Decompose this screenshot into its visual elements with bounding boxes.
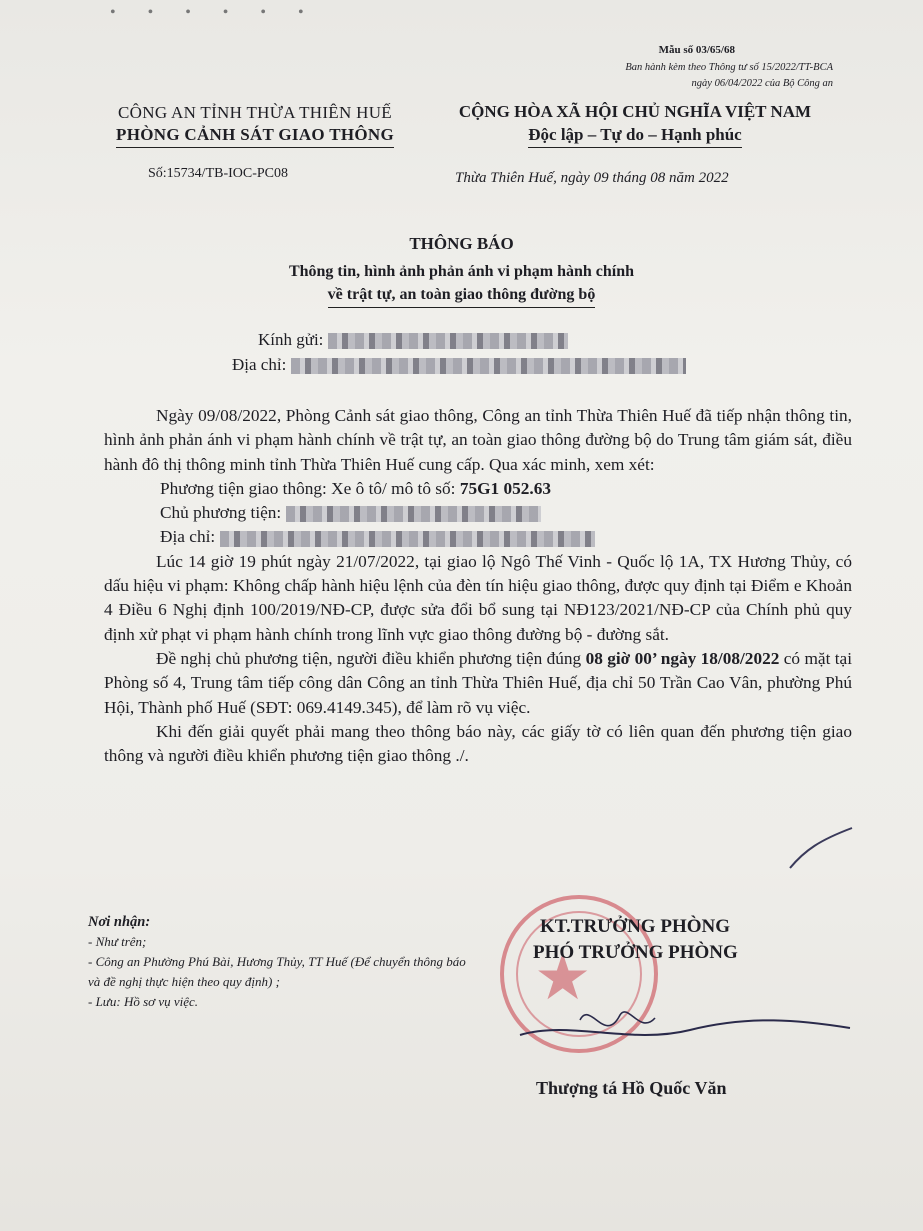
- recipient-to-label: Kính gửi:: [258, 330, 324, 349]
- recipient-item: - Công an Phường Phú Bài, Hương Thủy, TT Huế (Để chuyển thông báo và đề nghị thực hiện theo quy định) ;: [88, 954, 466, 989]
- recipient-item: - Như trên;: [88, 934, 147, 949]
- recipients-list: [88, 912, 468, 1012]
- signature-title-2: PHÓ TRƯỞNG PHÒNG: [533, 942, 738, 963]
- summons-time: 08 giờ 00’ ngày 18/08/2022: [585, 648, 780, 668]
- recipients-heading: Nơi nhận:: [88, 914, 151, 930]
- recipient-address: [232, 355, 686, 375]
- subtitle-line-1: Thông tin, hình ảnh phản ánh vi phạm hành chính: [288, 263, 635, 280]
- vehicle-label: Phương tiện giao thông: Xe ô tô/ mô tô số:: [160, 478, 456, 498]
- owner-label: Chủ phương tiện:: [160, 503, 282, 523]
- handwritten-signature: [510, 990, 860, 1060]
- nation-line-2: Độc lập – Tự do – Hạnh phúc: [528, 123, 741, 148]
- document-number: Số:15734/TB-IOC-PC08: [148, 166, 289, 181]
- check-mark-annotation: [780, 820, 860, 890]
- body-section: [104, 404, 852, 768]
- issued-with-note: Ban hành kèm theo Thông tư số 15/2022/TT-BCA: [625, 62, 833, 73]
- paragraph-violation: Lúc 14 giờ 19 phút ngày 21/07/2022, tại giao lộ Ngô Thế Vinh - Quốc lộ 1A, TX Hương Thủy, có dấu hiệu vi phạm: Không chấp hành hiệu lệnh của đèn tín hiệu giao thông, được quy định tại Điểm e Khoản 4 Điều 6 Nghị định 100/2019/NĐ-CP, được sửa đổi bổ sung tại NĐ123/2021/NĐ-CP của Chính phủ quy định xử phạt vi phạm hành chính trong lĩnh vực giao thông đường bộ - đường sắt.: [104, 551, 852, 644]
- paragraph-intro: Ngày 09/08/2022, Phòng Cảnh sát giao thông, Công an tỉnh Thừa Thiên Huế đã tiếp nhận thông tin, hình ảnh phản ánh vi phạm hành chính về trật tự, an toàn giao thông đường bộ do Trung tâm giám sát, điều hành đô thị thông minh tỉnh Thừa Thiên Huế cung cấp. Qua xác minh, xem xét:: [104, 406, 852, 474]
- star-icon: ★: [534, 942, 592, 1013]
- paragraph-summons: Đề nghị chủ phương tiện, người điều khiển phương tiện đúng 08 giờ 00’ ngày 18/08/2022 có mặt tại Phòng số 4, Trung tâm tiếp công dân Công an tỉnh Thừa Thiên Huế, địa chỉ 50 Trần Cao Vân, phường Phú Hội, Thành phố Huế (SĐT: 069.4149.345), để làm rõ vụ việc.: [104, 648, 853, 717]
- redacted-owner-name: [286, 506, 541, 522]
- redacted-recipient-name: [328, 333, 568, 349]
- document-subtitle: [0, 260, 923, 308]
- national-motto-block: [420, 100, 850, 148]
- vehicle-line: [104, 477, 852, 501]
- owner-address-line: [104, 525, 852, 549]
- nation-line-1: CỘNG HÒA XÃ HỘI CHỦ NGHĨA VIỆT NAM: [458, 102, 812, 121]
- agency-line-1: CÔNG AN TỈNH THỪA THIÊN HUẾ: [118, 103, 392, 122]
- redacted-recipient-address: [291, 358, 686, 374]
- signature-title-1: KT.TRƯỞNG PHÒNG: [540, 916, 730, 937]
- document-date: Thừa Thiên Huế, ngày 09 tháng 08 năm 2022: [455, 170, 729, 186]
- paragraph-documents: Khi đến giải quyết phải mang theo thông báo này, các giấy tờ có liên quan đến phương tiện giao thông và người điều khiển phương tiện giao thông ./.: [104, 721, 852, 766]
- vehicle-plate: 75G1 052.63: [459, 478, 552, 498]
- redacted-owner-address: [220, 531, 595, 547]
- signatory-name: Thượng tá Hồ Quốc Văn: [536, 1078, 727, 1098]
- recipient-item: - Lưu: Hồ sơ vụ việc.: [88, 994, 199, 1009]
- agency-line-2: PHÒNG CẢNH SÁT GIAO THÔNG: [116, 124, 394, 148]
- agency-block: [90, 102, 420, 148]
- issued-date-note: ngày 06/04/2022 của Bộ Công an: [691, 78, 833, 89]
- scan-artifact-dots: • • • • • •: [110, 4, 318, 21]
- owner-line: [104, 501, 852, 525]
- owner-address-label: Địa chỉ:: [160, 527, 216, 547]
- document-title: THÔNG BÁO: [409, 234, 514, 253]
- recipient-address-label: Địa chỉ:: [232, 355, 287, 374]
- recipient-to: [258, 330, 568, 350]
- form-number: Mẫu số 03/65/68: [658, 44, 735, 56]
- subtitle-line-2: về trật tự, an toàn giao thông đường bộ: [328, 283, 596, 308]
